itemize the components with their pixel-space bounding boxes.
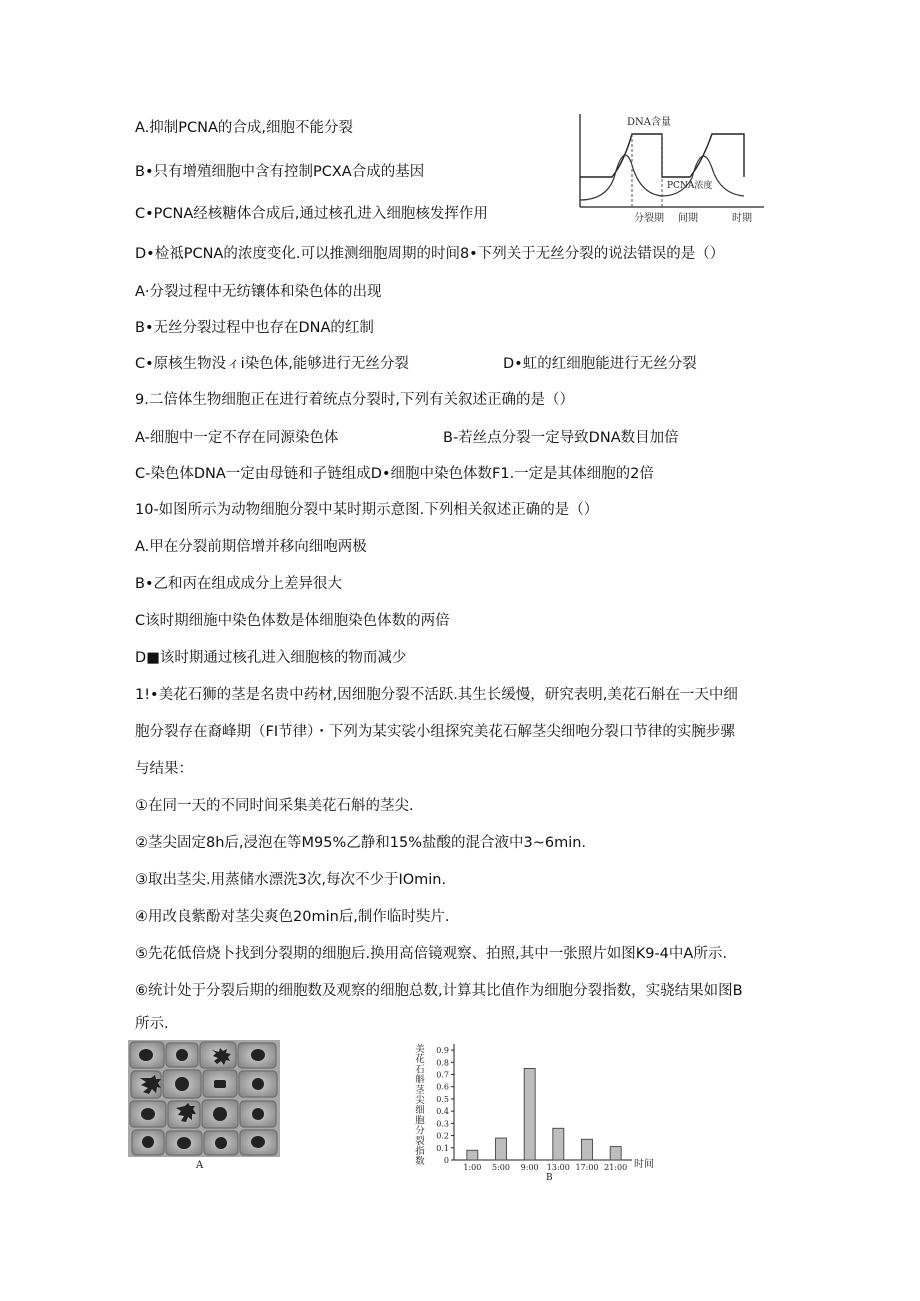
bar-9:00	[524, 1068, 535, 1160]
bar-17:00	[582, 1139, 593, 1160]
label-pcna-concentration: PCNA浓度	[667, 181, 713, 191]
dna-pcna-figure	[572, 110, 772, 230]
cell-division-index-chart	[400, 1036, 680, 1186]
y-tick-label: 0.4	[436, 1107, 449, 1117]
y-axis-label-char: 指	[415, 1146, 425, 1157]
q11-step-3: ③取出茎尖.用蒸储水漂洗3次,每次不少于IOmin.	[135, 872, 447, 888]
q8-option-c: C•原核生物没ィi染色体,能够进行无丝分裂	[135, 356, 409, 372]
q10-stem: 10-如图所示为动物细胞分裂中某时期示意图.下列相关叙述正确的是（）	[135, 502, 599, 518]
y-axis-label-char: 石	[415, 1064, 425, 1076]
q11-step-1: ①在同一天的不同时间采集美花石斛的茎尖.	[135, 798, 414, 814]
label-division-phase: 分裂期	[634, 213, 664, 224]
bar-21:00	[610, 1147, 621, 1160]
q11-step-6: ⑥统计处于分裂后期的细胞数及观察的细胞总数,计算其比值作为细胞分裂指数，实骁结果如图B	[135, 983, 743, 999]
q11-stem-line3: 与结果：	[135, 761, 193, 777]
q11-step-6-cont: 所示.	[135, 1016, 169, 1032]
label-period: 时期	[732, 213, 752, 224]
bar-1:00	[467, 1150, 478, 1160]
x-tick-label: 17:00	[575, 1163, 599, 1172]
y-tick-label: 0	[443, 1156, 449, 1165]
q7-option-c: C•PCNA经核糖体合成后,通过核孔进入细胞核发挥作用	[135, 206, 488, 222]
q11-stem-line1: 1!•美花石狮的茎是名贵中药材,因细胞分裂不活跃.其生长缓慢，研究表明,美花石斛在一天中细	[135, 687, 738, 703]
y-tick-label: 0.5	[436, 1094, 449, 1104]
y-tick-label: 0.2	[436, 1131, 449, 1141]
q9-option-cd: C-染色体DNA一定由母链和子链组成D•细胞中染色体数F1.一定是其体细胞的2倍	[135, 466, 654, 482]
chart-x-axis-label: 时间	[634, 1159, 654, 1170]
y-axis-label-char: 细	[415, 1105, 425, 1117]
q9-option-a: A-细胞中一定不存在同源染色体	[135, 430, 339, 446]
y-axis-label-char: 分	[415, 1125, 425, 1137]
y-axis-label-char: 斛	[415, 1074, 425, 1086]
bar-5:00	[496, 1138, 507, 1160]
q10-option-c: C该时期细施中染色体数是体细胞染色体数的两倍	[135, 613, 450, 629]
y-axis-label-char: 茎	[415, 1084, 425, 1096]
x-tick-label: 21:00	[604, 1163, 628, 1172]
y-axis-label-char: 数	[415, 1156, 425, 1168]
q7-option-b: B•只有增殖细胞中含有控制PCXA合成的基因	[135, 164, 425, 180]
q9-option-b: B-若丝点分裂一定导致DNA数目加倍	[443, 430, 679, 446]
label-interphase: 间期	[678, 213, 698, 224]
y-axis-label-char: 胞	[415, 1115, 425, 1127]
y-axis-label-char: 美	[415, 1044, 425, 1055]
q8-option-a: A·分裂过程中无纺镶体和染色体的出现	[135, 284, 382, 300]
y-axis-label-char: 花	[415, 1054, 425, 1066]
photo-caption: A	[196, 1160, 204, 1171]
q11-step-4: ④用改良紫酚对茎尖爽色20min后,制作临时奘片.	[135, 909, 450, 925]
q11-step-5: ⑤先花低倍烧卜找到分裂期的细胞后.换用高倍镜观察、拍照,其中一张照片如图K9-4中A所示.	[135, 946, 727, 962]
q8-option-b: B•无丝分裂过程中也存在DNA的红制	[135, 320, 374, 336]
x-tick-label: 13:00	[546, 1163, 570, 1172]
q11-stem-line2: 胞分裂存在裔峰期（FI节律）・下列为某实裟小组探究美花石解茎尖细咆分裂口节律的实腕步骡	[135, 724, 735, 740]
q10-option-a: A.甲在分裂前期倍增并移向细咆两极	[135, 539, 367, 555]
y-tick-label: 0.3	[436, 1119, 449, 1129]
q7-option-d-q8-stem: D•检祗PCNA的浓度变化.可以推测细胞周期的时间8•下列关于无丝分裂的说法错误的是（）	[135, 246, 725, 262]
y-tick-label: 0.7	[436, 1070, 449, 1080]
y-axis-label-char: 裂	[415, 1135, 425, 1147]
chart-caption: B	[546, 1173, 553, 1183]
q11-step-2: ②茎尖固定8h后,浸泡在等M95%乙静和15%盐酸的混合液中3~6min.	[135, 835, 587, 851]
label-dna-content: DNA含量	[627, 117, 671, 128]
y-tick-label: 0.9	[436, 1046, 449, 1056]
chart-y-axis-label	[415, 1043, 426, 1167]
y-tick-label: 0.6	[436, 1082, 449, 1092]
x-tick-label: 5:00	[492, 1163, 510, 1172]
q7-option-a: A.抑制PCNA的合成,细胞不能分裂	[135, 120, 354, 136]
q9-stem: 9.二倍体生物细胞正在进行着统点分裂时,下列有关叙述正确的是（）	[135, 392, 574, 408]
x-tick-label: 1:00	[463, 1163, 482, 1172]
y-axis-label-char: 尖	[415, 1095, 425, 1106]
q10-option-d: D■该时期通过核孔进入细胞核的物而减少	[135, 650, 407, 666]
bar-13:00	[553, 1128, 564, 1160]
x-tick-label: 9:00	[520, 1163, 539, 1172]
micrograph-photo-a	[128, 1040, 280, 1157]
y-tick-label: 0.1	[436, 1143, 449, 1153]
y-tick-label: 0.8	[436, 1058, 449, 1068]
q10-option-b: B•乙和丙在组成成分上差异很大	[135, 576, 342, 592]
q8-option-d: D•虹的红细胞能进行无丝分裂	[503, 356, 697, 372]
